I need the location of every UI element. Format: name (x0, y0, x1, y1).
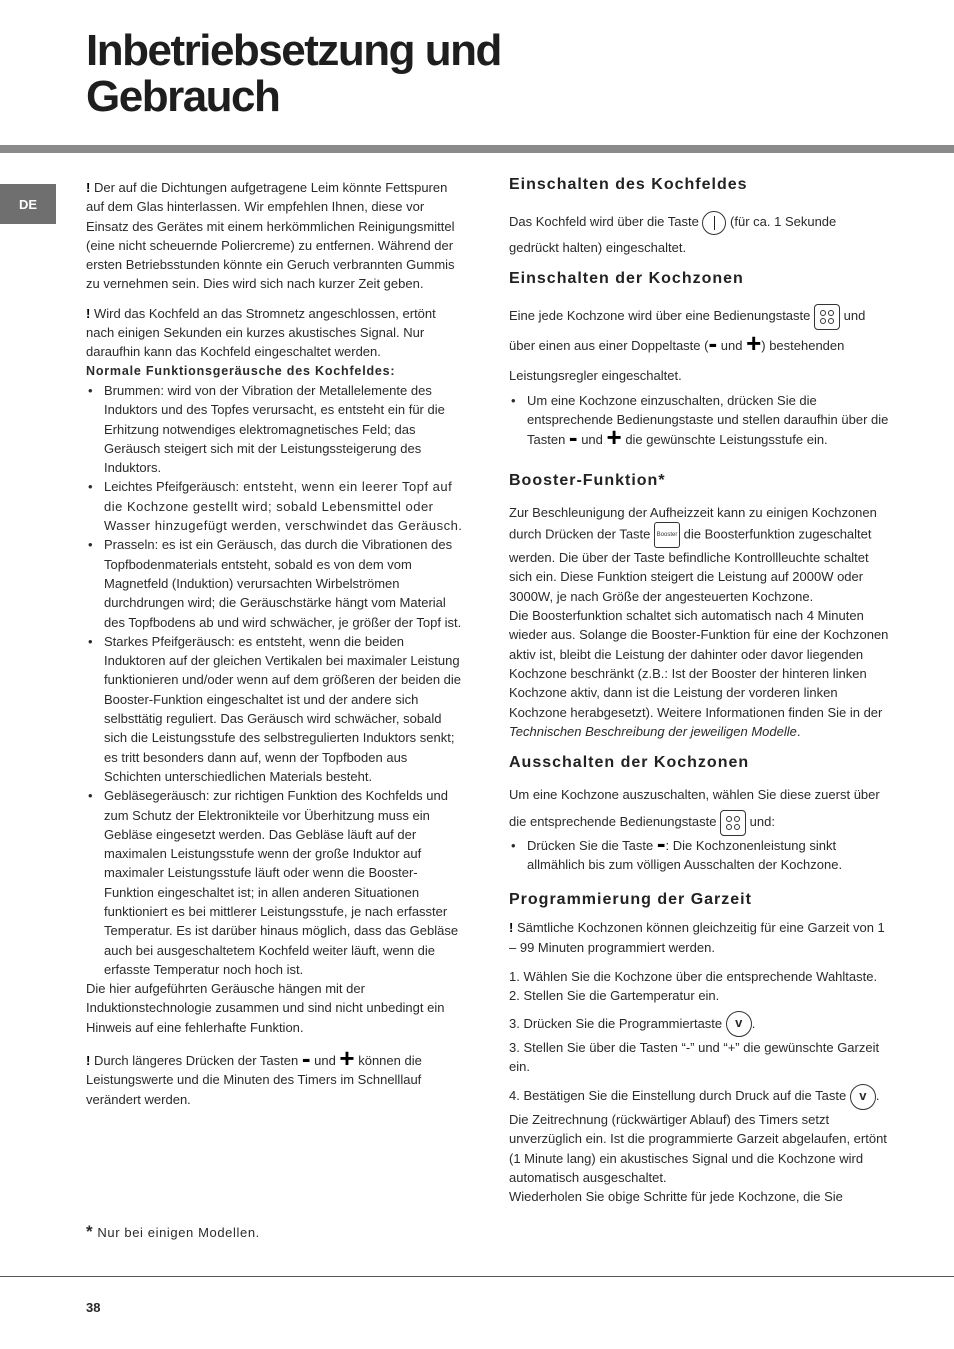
page-number: 38 (86, 1300, 101, 1315)
paragraph-noise-note: Die hier aufgeführten Geräusche hängen mit der Induktionstechnologie zusammen und sind nicht unbedingt ein Hinweis auf eine fehlerhafte Funktion. (86, 981, 445, 1035)
title-line-1: Inbetriebsetzung und (86, 26, 501, 75)
noise-term: Starkes Pfeifgeräusch: (104, 633, 235, 649)
paragraph-glue-warning (86, 178, 466, 294)
warning-mark: ! (86, 305, 91, 321)
noise-text: es ist ein Geräusch, das durch die Vibrationen des Topfbodenmaterials entsteht, sobald es von dem vom Magnetfeld (Induktion) verursachten Wirbelströmen durchdrungen wird; die Geräuschstärke hängt vom Material des Topfbodens ab und wird schwächer, je größer der Topf ist. (104, 537, 462, 630)
footer-divider (0, 1276, 954, 1277)
paragraph-text: Der auf die Dichtungen aufgetragene Leim könnte Fettspuren auf dem Glas hinterlassen. Wir empfehlen Ihnen, diese vor Einsatz des Gerätes mit einem herkömmlichen Reinigungsmittel (eine nicht scheuernde Poliercreme) zu entfernen. Während der ersten Betriebsstunden könnte ein Geruch verbrannten Gummis zu vernehmen sein. Dies wird sich nach kurzer Zeit geben. (86, 180, 455, 292)
step-2: 2. Stellen Sie die Gartemperatur ein. (509, 988, 720, 1004)
paragraph-text: Durch längeres Drücken der Tasten (90, 1053, 302, 1069)
paragraph-text: die Boosterfunktion zugeschaltet werden. Die über der Taste befindliche Kontrollleuchte schaltet sich ein. Diese Funktion steigert die Leistung auf 2000W oder 3000W, je nach Größe der angesteuerten Kochzone. (509, 526, 872, 604)
paragraph-timer-info (509, 918, 889, 957)
paragraph-hob-on (509, 209, 889, 261)
title-divider-bar (0, 145, 954, 153)
list-item (86, 632, 466, 786)
step-4 (509, 1082, 889, 1110)
paragraph-text: und (577, 431, 607, 447)
noise-term: Gebläsegeräusch: (104, 788, 210, 804)
zone-select-icon (814, 304, 840, 330)
paragraph-timer-repeat: Wiederholen Sie obige Schritte für jede Kochzone, die Sie (509, 1189, 843, 1205)
noise-term: Brummen: (104, 382, 164, 398)
noise-text: es entsteht, wenn die beiden Induktoren auf der gleichen Vertikalen bei maximaler Leistung funktionieren und/oder wenn auf dem größeren der beiden die Booster-Funktion eingeschaltet ist und der andere sich selbsttätig reguliert. Das Geräusch wird schwächer, sobald sich die Leistungsstufe des selbstregulierten Induktors senkt; es tritt besonders dann auf, wenn der Topfboden aus Schichten unterschiedlichen Materials besteht. (104, 633, 462, 784)
list-item (509, 827, 889, 875)
power-icon (702, 211, 726, 235)
paragraph-booster (509, 503, 889, 606)
paragraph-text: ) bestehenden Leistungsregler eingeschaltet. (509, 338, 845, 383)
noise-term: Prasseln: (104, 537, 159, 553)
page-title (86, 28, 501, 120)
noise-term: Leichtes Pfeifgeräusch: (104, 479, 240, 495)
paragraph-text: 3. Drücken Sie die Programmiertaste (509, 1015, 726, 1031)
paragraph-timer-countdown: Die Zeitrechnung (rückwärtiger Ablauf) des Timers setzt unverzüglich ein. Ist die programmierte Garzeit abgelaufen, ertönt (1 Minute lang) ein akustisches Signal und die Kochzone wird automatisch ausgeschaltet. (509, 1112, 887, 1185)
paragraph-text: Das Kochfeld wird über die Taste (509, 214, 703, 229)
plus-icon: + (606, 421, 622, 452)
footnote (86, 1222, 260, 1242)
paragraph-text: . (875, 1088, 880, 1104)
paragraph-zones-on (509, 301, 889, 391)
warning-mark: ! (509, 920, 514, 936)
timer-icon: v (850, 1084, 876, 1110)
footnote-star: * (86, 1222, 94, 1241)
paragraph-text: und (717, 338, 747, 353)
booster-icon: Booster (654, 522, 680, 548)
paragraph-text: 4. Bestätigen Sie die Einstellung durch Druck auf die Taste (509, 1088, 850, 1104)
minus-icon: - (301, 1043, 311, 1074)
step-3 (509, 1010, 889, 1038)
plus-icon: + (339, 1043, 355, 1074)
plus-icon: + (746, 328, 762, 358)
footnote-text: Nur bei einigen Modellen. (93, 1225, 260, 1240)
paragraph-signal (86, 304, 466, 362)
paragraph-text: Wird das Kochfeld an das Stromnetz angeschlossen, ertönt nach einigen Sekunden ein kurzes akustisches Signal. Nur daraufhin kann das Kochfeld eingeschaltet werden. (86, 305, 436, 360)
zones-on-list (509, 391, 889, 452)
paragraph-text: über einen aus einer Doppeltaste ( (509, 338, 709, 353)
section-title-timer: Programmierung der Garzeit (509, 891, 752, 909)
paragraph-text: und (310, 1053, 340, 1069)
zones-off-list (509, 827, 889, 875)
step-1: 1. Wählen Sie die Kochzone über die entsprechende Wahltaste. (509, 968, 878, 984)
list-item (86, 381, 466, 477)
noise-text: wird von der Vibration der Metallelemente des Induktors und des Topfes verursacht, es entsteht ein für die Erhitzung notwendiges elektromagnetisches Feld; das Geräusch steigert sich mit der Leistungssteigerung des Induktors. (104, 382, 445, 476)
paragraph-fast-adjust (86, 1043, 466, 1109)
paragraph-zones-off (509, 781, 889, 836)
step-3b: 3. Stellen Sie über die Tasten “-” und “+” die gewünschte Garzeit ein. (509, 1039, 880, 1074)
list-item (86, 477, 466, 535)
paragraph-text: Drücken Sie die Taste (527, 837, 657, 853)
paragraph-text: und: (746, 814, 775, 830)
paragraph-text: die gewünschte Leistungsstufe ein. (621, 431, 828, 447)
paragraph-text: und (840, 308, 866, 323)
minus-icon: - (568, 421, 578, 452)
title-line-2: Gebrauch (86, 72, 280, 121)
left-column (86, 178, 466, 1109)
paragraph-text: . (751, 1015, 756, 1031)
section-title-zones-off: Ausschalten der Kochzonen (509, 754, 750, 772)
paragraph-booster-auto-off (509, 606, 889, 741)
minus-icon: - (708, 328, 718, 358)
paragraph-text: Sämtliche Kochzonen können gleichzeitig für eine Garzeit von 1 – 99 Minuten programmiert werden. (509, 920, 885, 955)
section-title-booster: Booster-Funktion* (509, 471, 666, 489)
list-item (86, 786, 466, 979)
section-title-zones-on: Einschalten der Kochzonen (509, 270, 744, 287)
warning-mark: ! (86, 180, 91, 195)
noise-list (86, 381, 466, 979)
warning-mark: ! (86, 1053, 91, 1069)
language-tab: DE (0, 184, 56, 224)
paragraph-text: Um eine Kochzone auszuschalten, wählen Sie diese zuerst über die entsprechende Bedienungstaste (509, 787, 880, 830)
minus-icon: - (656, 827, 666, 858)
noise-text: zur richtigen Funktion des Kochfelds und zum Schutz der Elektronikteile vor Überhitzung muss ein Gebläse eingesetzt werden. Das Gebläse läuft auf der maximalen Leistungsstufe wenn der große Induktor auf maximaler Leistungsstufe läuft oder wenn die Booster-Funktion eingeschaltet ist; in allen anderen Situationen funktioniert es bei mittlerer Leistungsstufe, je nach erfasster Temperatur. Es ist darüber hinaus möglich, dass das Gebläse auch bei ausgeschaltetem Kochfeld weiter läuft, wenn die erfasste Temperatur noch hoch ist. (104, 788, 459, 977)
list-item (86, 535, 466, 631)
paragraph-text: (für ca. 1 Sekunde gedrückt halten) eingeschaltet. (509, 214, 837, 255)
paragraph-text: Die Boosterfunktion schaltet sich automatisch nach 4 Minuten wieder aus. Solange die Booster-Funktion für eine der Kochzonen aktiv ist, bleibt die Leistung der dahinter oder davor liegenden Kochzone beschränkt (z.B.: Ist der Booster der hinteren linken Kochzone aktiv, dann ist die Leistung der vorderen linken Kochzone herabgesetzt). Weitere Informationen finden Sie in der (509, 608, 889, 720)
paragraph-text: Zur Beschleunigung der Aufheizzeit kann zu einigen Kochzonen durch Drücken der Taste (509, 504, 877, 542)
timer-icon: v (726, 1011, 752, 1037)
paragraph-text: Eine jede Kochzone wird über eine Bedienungstaste (509, 308, 814, 323)
noise-heading: Normale Funktionsgeräusche des Kochfeldes: (86, 363, 396, 378)
paragraph-text: . (796, 723, 801, 739)
reference-text: Technischen Beschreibung der jeweiligen Modelle (509, 723, 797, 739)
zone-select-icon (720, 810, 746, 836)
noise-text: entsteht, wenn ein leerer Topf auf die Kochzone gestellt wird; sobald Lebensmittel oder Wasser hinzugefügt werden, verschwindet das Geräusch. (104, 479, 463, 534)
paragraph-text: : Die Kochzonenleistung sinkt allmählich bis zum völligen Ausschalten der Kochzone. (527, 837, 843, 873)
right-column (509, 175, 889, 1207)
list-item (509, 391, 889, 452)
paragraph-text: können die Leistungswerte und die Minuten des Timers im Schnelllauf verändert werden. (86, 1053, 422, 1107)
paragraph-text: Um eine Kochzone einzuschalten, drücken Sie die entsprechende Bedienungstaste und stellen daraufhin über die Tasten (527, 393, 889, 447)
section-title-hob-on: Einschalten des Kochfeldes (509, 176, 748, 193)
